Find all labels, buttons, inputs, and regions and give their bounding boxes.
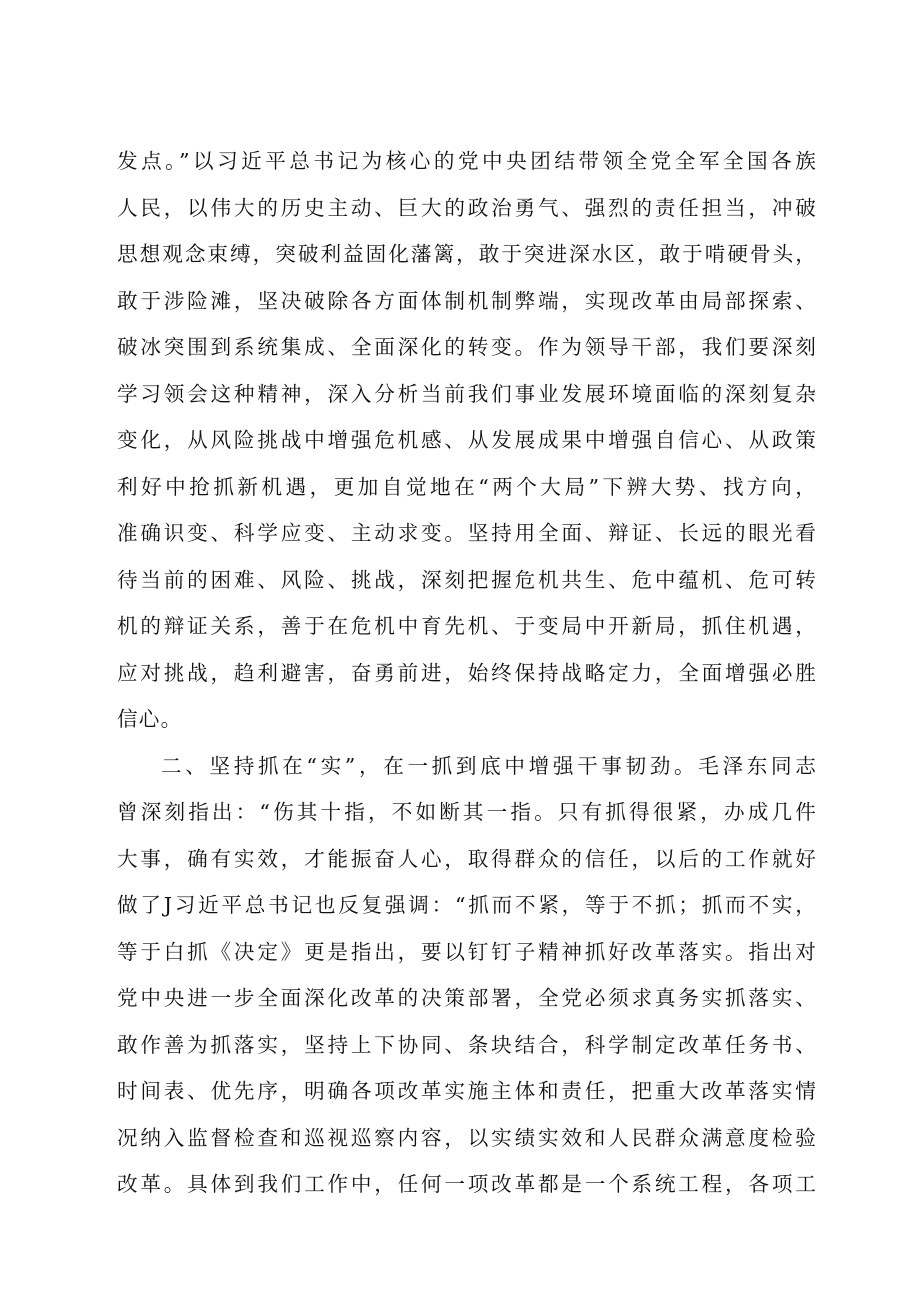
paragraph-1 [117,138,817,743]
text-line: 时间表、优先序，明确各项改革实施主体和责任，把重大改革落实情 [117,1079,817,1103]
text-line: 二、坚持抓在“实”，在一抓到底中增强干事韧劲。毛泽东同志 [161,753,817,778]
text-line: 敢作善为抓落实，坚持上下协同、条块结合，科学制定改革任务书、 [117,1032,817,1057]
text-line: 变化，从风险挑战中增强危机感、从发展成果中增强自信心、从政策 [117,428,817,452]
text-line: 破冰突围到系统集成、全面深化的转变。作为领导干部，我们要深刻 [117,335,817,359]
text-line: 曾深刻指出：“伤其十指，不如断其一指。只有抓得很紧，办成几件 [117,800,817,824]
text-line: 改革。具体到我们工作中，任何一项改革都是一个系统工程，各项工 [117,1172,817,1196]
text-line: 思想观念束缚，突破利益固化藩篱，敢于突进深水区，敢于啃硬骨头， [117,242,817,266]
text-line: 等于白抓《决定》更是指出，要以钉钉子精神抓好改革落实。指出对 [117,939,817,964]
text-line: 准确识变、科学应变、主动求变。坚持用全面、辩证、长远的眼光看 [117,521,817,545]
text-line: 做了J习近平总书记也反复强调：“抓而不紧，等于不抓；抓而不实， [117,893,817,917]
text-line: 待当前的困难、风险、挑战，深刻把握危机共生、危中蕴机、危可转 [117,567,817,592]
text-line: 发点。”以习近平总书记为核心的党中央团结带领全党全军全国各族 [117,149,817,173]
paragraph-2 [117,743,817,1208]
text-line: 大事，确有实效，才能振奋人心，取得群众的信任，以后的工作就好 [117,846,817,871]
text-line: 敢于涉险滩，坚决破除各方面体制机制弊端，实现改革由局部探索、 [117,288,817,313]
text-line: 人民，以伟大的历史主动、巨大的政治勇气、强烈的责任担当，冲破 [117,195,817,220]
text-line: 况纳入监督检查和巡视巡察内容，以实绩实效和人民群众满意度检验 [117,1125,817,1150]
text-line: 信心。 [117,707,183,731]
text-line: 机的辩证关系，善于在危机中育先机、于变局中开新局，抓住机遇， [117,614,817,638]
text-line: 应对挑战，趋利避害，奋勇前进，始终保持战略定力，全面增强必胜 [117,660,817,685]
text-line: 利好中抢抓新机遇，更加自觉地在“两个大局”下辨大势、找方向， [117,474,817,499]
document-body [117,138,817,1208]
text-line: 学习领会这种精神，深入分析当前我们事业发展环境面临的深刻复杂 [117,381,817,406]
text-line: 党中央进一步全面深化改革的决策部署，全党必须求真务实抓落实、 [117,986,817,1010]
